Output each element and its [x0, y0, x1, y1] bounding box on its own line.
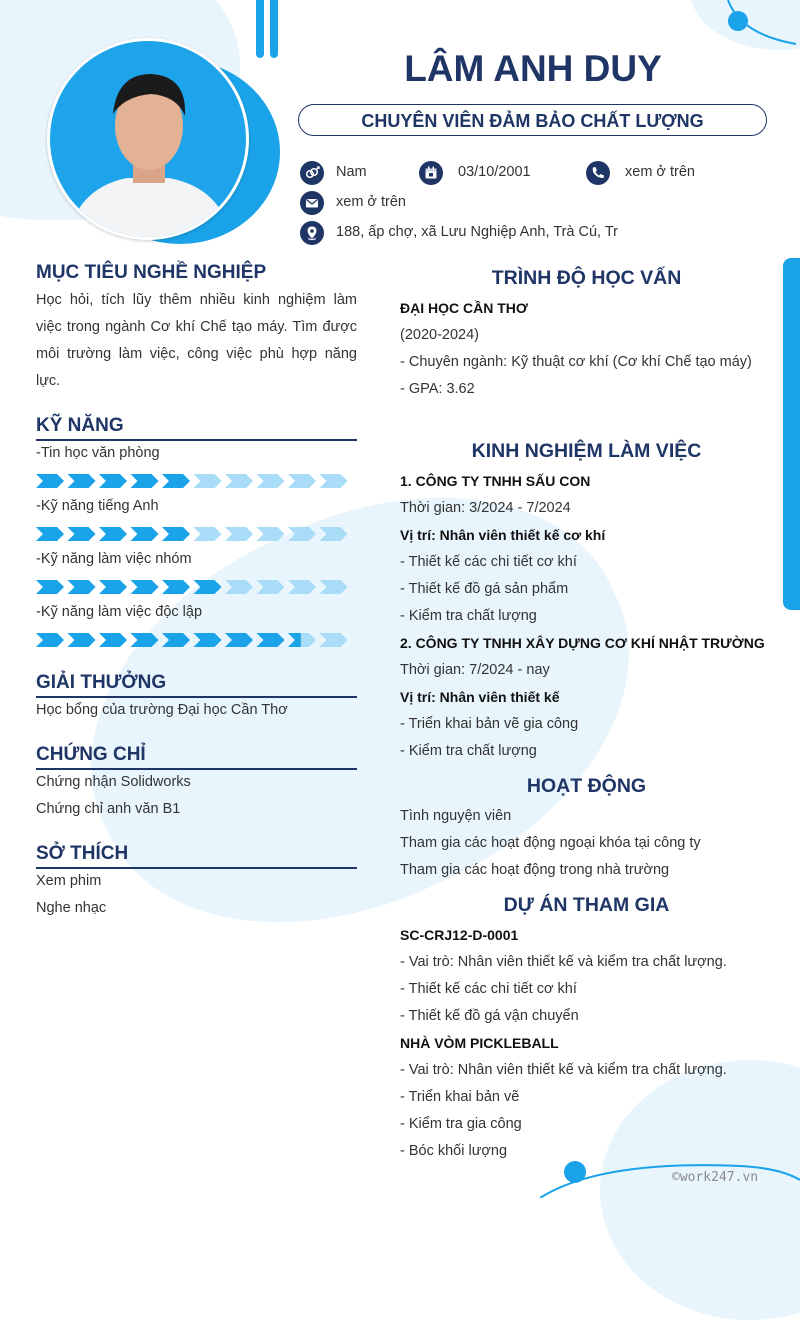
hobby-item: Nghe nhạc: [36, 900, 107, 916]
award-item: Học bổng của trường Đại học Cần Thơ: [36, 702, 288, 718]
certificates-heading: CHỨNG CHỈ: [36, 744, 146, 765]
skill-chevron: [225, 527, 253, 541]
location-icon: [300, 221, 324, 245]
gender-value: Nam: [336, 164, 367, 180]
projects-heading: DỰ ÁN THAM GIA: [503, 894, 670, 916]
skill-name: -Kỹ năng tiếng Anh: [36, 498, 159, 514]
skill-chevron: [320, 580, 348, 594]
skill-chevron: [288, 580, 316, 594]
skill-chevron-filled: [131, 474, 159, 488]
skill-chevron-filled: [257, 633, 285, 647]
project-line: - Vai trò: Nhân viên thiết kế và kiểm tra chất lượng.: [400, 1062, 727, 1078]
skill-name: -Kỹ năng làm việc nhóm: [36, 551, 192, 567]
awards-heading: GIẢI THƯỞNG: [36, 672, 167, 693]
skill-chevron-filled: [68, 527, 96, 541]
skill-chevron: [320, 527, 348, 541]
objective-line: việc trong ngành Cơ khí Chế tạo máy. Tìm được: [36, 319, 357, 335]
skill-chevron: [194, 474, 222, 488]
skill-chevron-filled: [99, 633, 127, 647]
education-major: - Chuyên ngành: Kỹ thuật cơ khí (Cơ khí Chế tạo máy): [400, 354, 752, 370]
avatar: [47, 38, 249, 240]
candidate-name: LÂM ANH DUY: [404, 48, 662, 89]
watermark: ©work247.vn: [672, 1170, 759, 1185]
skill-chevron: [257, 580, 285, 594]
skill-chevron-filled: [131, 527, 159, 541]
project-line: - Triển khai bản vẽ: [400, 1089, 520, 1105]
skill-chevron-filled: [68, 633, 96, 647]
education-school: ĐẠI HỌC CẦN THƠ: [400, 300, 528, 316]
job-task: - Kiểm tra chất lượng: [400, 608, 537, 624]
activity-item: Tham gia các hoạt động ngoại khóa tại công ty: [400, 835, 701, 851]
project-name: NHÀ VÒM PICKLEBALL: [400, 1035, 559, 1051]
job-role: Vị trí: Nhân viên thiết kế: [400, 689, 560, 705]
calendar-icon: [419, 161, 443, 185]
activity-item: Tình nguyện viên: [400, 808, 512, 824]
job-task: - Kiểm tra chất lượng: [400, 743, 537, 759]
gender-icon: [300, 161, 324, 185]
phone-value: xem ở trên: [625, 164, 695, 180]
objective-line: Học hỏi, tích lũy thêm nhiều kinh nghiệm làm: [36, 292, 357, 308]
activities-heading: HOẠT ĐỘNG: [526, 775, 647, 797]
address-value: 188, ấp chợ, xã Lưu Nghiệp Anh, Trà Cú, Tr: [336, 224, 618, 240]
skill-chevron-filled: [99, 527, 127, 541]
decor-edge-bar: [783, 258, 800, 610]
skill-level-bar: [36, 527, 348, 541]
skill-chevron-filled: [36, 580, 64, 594]
skill-chevron: [257, 474, 285, 488]
certificates-rule: [36, 768, 357, 770]
education-heading: TRÌNH ĐỘ HỌC VẤN: [491, 267, 682, 289]
project-line: - Kiểm tra gia công: [400, 1116, 522, 1132]
job-company: 2. CÔNG TY TNHH XÂY DỰNG CƠ KHÍ NHẬT TRƯỜNG: [400, 635, 765, 651]
skill-chevron-filled: [36, 527, 64, 541]
education-period: (2020-2024): [400, 327, 479, 343]
skill-chevron-filled: [162, 527, 190, 541]
skill-chevron: [320, 474, 348, 488]
phone-icon: [586, 161, 610, 185]
skill-chevron: [194, 527, 222, 541]
certificate-item: Chứng chỉ anh văn B1: [36, 801, 181, 817]
skill-chevron: [257, 527, 285, 541]
skills-rule: [36, 439, 357, 441]
job-time: Thời gian: 3/2024 - 7/2024: [400, 500, 571, 516]
skill-chevron-filled: [162, 580, 190, 594]
hobbies-heading: SỞ THÍCH: [36, 843, 129, 864]
skill-chevron: [225, 580, 253, 594]
skill-chevron-filled: [162, 474, 190, 488]
skill-chevron: [288, 474, 316, 488]
mail-icon: [300, 191, 324, 215]
project-line: - Thiết kế đồ gá vận chuyển: [400, 1008, 579, 1024]
hobby-item: Xem phim: [36, 873, 102, 889]
skill-name: -Tin học văn phòng: [36, 445, 160, 461]
skill-chevron-filled: [162, 633, 190, 647]
job-task: - Thiết kế đồ gá sản phẩm: [400, 581, 569, 597]
skill-chevron: [225, 474, 253, 488]
job-role: Vị trí: Nhân viên thiết kế cơ khí: [400, 527, 606, 543]
objective-heading: MỤC TIÊU NGHỀ NGHIỆP: [36, 262, 267, 283]
objective-line: môi trường làm việc, công việc phù hợp năng: [36, 346, 357, 362]
job-task: - Thiết kế các chi tiết cơ khí: [400, 554, 577, 570]
project-line: - Vai trò: Nhân viên thiết kế và kiểm tra chất lượng.: [400, 954, 727, 970]
project-line: - Thiết kế các chi tiết cơ khí: [400, 981, 577, 997]
skill-chevron-filled: [36, 633, 64, 647]
skill-name: -Kỹ năng làm việc độc lập: [36, 604, 203, 620]
decor-vertical-bar: [270, 0, 278, 58]
activity-item: Tham gia các hoạt động trong nhà trường: [400, 862, 670, 878]
hobbies-rule: [36, 867, 357, 869]
skill-chevron-filled: [131, 580, 159, 594]
certificate-item: Chứng nhận Solidworks: [36, 774, 191, 790]
decor-arc-top-right: [700, 0, 800, 50]
experience-heading: KINH NGHIỆM LÀM VIỆC: [471, 440, 702, 462]
position-title: CHUYÊN VIÊN ĐẢM BẢO CHẤT LƯỢNG: [361, 111, 704, 131]
objective-line: lực.: [36, 373, 61, 389]
skill-chevron-filled: [68, 474, 96, 488]
skill-chevron-filled: [194, 580, 222, 594]
skill-chevron-filled: [99, 580, 127, 594]
decor-arc-bottom: [540, 1150, 800, 1198]
skill-chevron-filled: [225, 633, 253, 647]
skill-level-bar: [36, 580, 348, 594]
awards-rule: [36, 696, 357, 698]
job-time: Thời gian: 7/2024 - nay: [400, 662, 550, 678]
project-line: - Bóc khối lượng: [400, 1143, 508, 1159]
skills-heading: KỸ NĂNG: [36, 415, 124, 436]
skill-chevron-filled: [131, 633, 159, 647]
job-company: 1. CÔNG TY TNHH SẤU CON: [400, 473, 591, 489]
skill-level-bar: [36, 474, 348, 488]
skill-chevron: [288, 527, 316, 541]
birthday-value: 03/10/2001: [458, 164, 531, 180]
skill-level-bar: [36, 633, 348, 647]
job-task: - Triển khai bản vẽ gia công: [400, 716, 579, 732]
skill-chevron-filled: [194, 633, 222, 647]
skill-chevron-filled: [36, 474, 64, 488]
skill-chevron-filled: [68, 580, 96, 594]
email-value: xem ở trên: [336, 194, 406, 210]
skill-chevron: [320, 633, 348, 647]
decor-vertical-bar: [256, 0, 264, 58]
education-gpa: - GPA: 3.62: [400, 381, 475, 397]
project-name: SC-CRJ12-D-0001: [400, 927, 519, 943]
skill-chevron-filled: [99, 474, 127, 488]
